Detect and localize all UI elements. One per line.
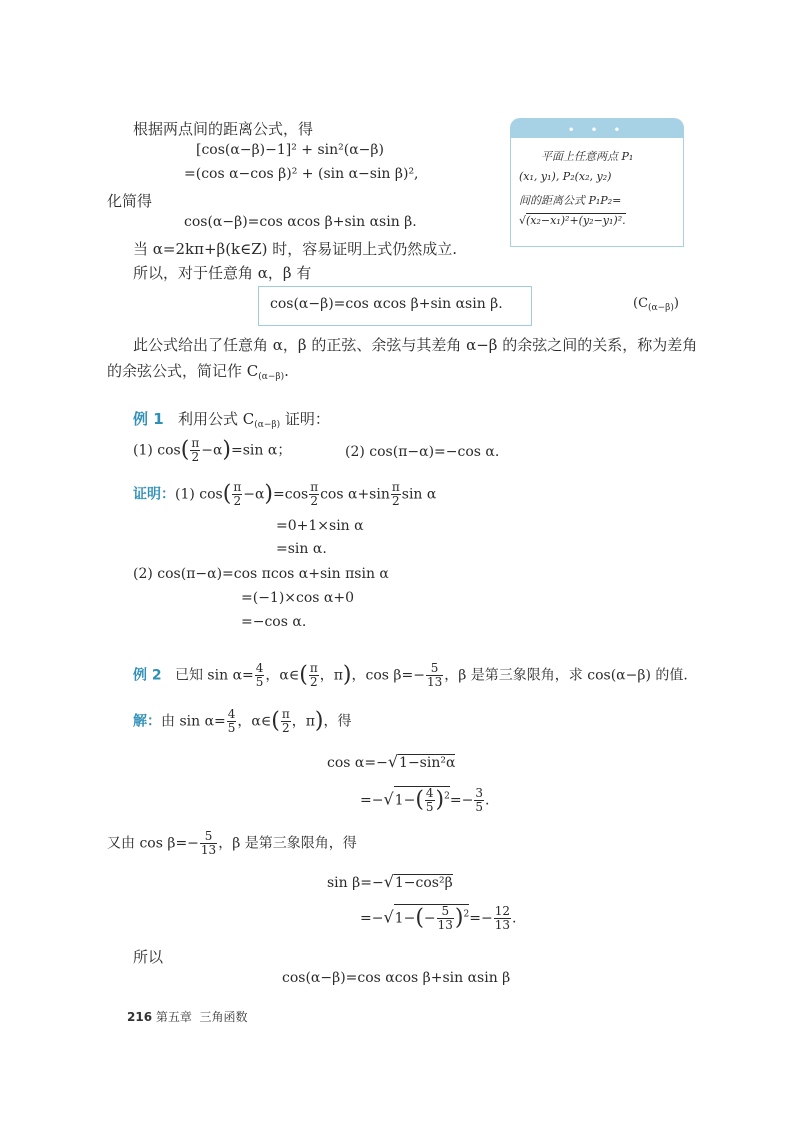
chapter-title: 三角函数 — [199, 1010, 248, 1024]
ex2-text-4: ，cos β=− — [351, 667, 425, 684]
cos-beta-frac-num: 5 — [200, 830, 217, 844]
proof-1-frac-a-num: π — [233, 480, 242, 494]
sin-beta-2-frac — [437, 905, 454, 932]
cos-beta-text-2: ，β 是第三象限角，得 — [218, 835, 357, 852]
sin-beta-line-2 — [360, 904, 516, 932]
proof-1-cos: (1) cos — [175, 486, 223, 503]
example-1-question-1 — [133, 437, 291, 464]
proof-1-cos-sin: cos α+sin — [320, 486, 390, 503]
sin-beta-sqrt: 1−cos²β — [394, 875, 453, 891]
cos-alpha-2-frac-den: 5 — [425, 800, 434, 814]
cos-beta-frac-den: 13 — [200, 843, 217, 857]
body-line-7: 所以，对于任意角 α，β 有 — [133, 264, 312, 282]
cos-alpha-2-frac — [425, 787, 435, 814]
q1-frac-num: π — [191, 436, 200, 450]
sol-frac-2 — [281, 708, 291, 735]
body-line-6: 当 α=2kπ+β(k∈Z) 时，容易证明上式仍然成立. — [133, 240, 458, 258]
note-sqrt-expr: (x₂−x₁)²+(y₂−y₁)². — [526, 214, 626, 227]
ex2-text-2: ，α∈ — [265, 667, 300, 684]
body-line-5: cos(α−β)=cos αcos β+sin αsin β. — [184, 214, 417, 230]
example-1-text: 利用公式 C — [177, 410, 255, 428]
proof-1-paren-open: ( — [222, 481, 232, 507]
ex2-frac-2-num: π — [309, 661, 318, 675]
sin-beta-2-frac-num: 5 — [437, 905, 454, 919]
q1-minus-alpha: −α — [201, 442, 223, 459]
ex2-frac-3-den: 13 — [426, 675, 443, 689]
ex2-paren-close: ) — [342, 662, 352, 688]
sol-paren-open: ( — [271, 708, 280, 734]
ex2-frac-1 — [255, 662, 265, 689]
formula-tag-open: (C — [633, 296, 649, 311]
sol-frac-1 — [227, 708, 237, 735]
sin-beta-2-result — [494, 905, 511, 932]
proof-line-2: =0+1×sin α — [276, 518, 364, 534]
note-line-1: 平面上任意两点 P₁ — [541, 150, 634, 163]
example-1-question-2: (2) cos(π−α)=−cos α. — [345, 444, 500, 460]
example-2-heading — [133, 662, 688, 689]
ex2-frac-1-num: 4 — [255, 661, 264, 675]
paragraph-line-2-text: 的余弦公式，简记作 C — [107, 362, 259, 380]
proof-1-frac-b — [309, 481, 319, 508]
sol-frac-1-num: 4 — [227, 707, 236, 721]
formula-tag — [633, 296, 679, 313]
example-1-heading — [133, 408, 330, 430]
cos-alpha-2-result — [474, 787, 484, 814]
sin-beta-2-sqrt-sign: √ — [383, 907, 394, 927]
sin-beta-2-end: . — [512, 910, 517, 927]
sol-text-1: 由 sin α= — [161, 713, 226, 730]
sin-beta-2-paren-open: ( — [415, 905, 424, 931]
cos-alpha-2-eq: =− — [360, 792, 384, 809]
proof-line-6: =−cos α. — [241, 614, 307, 630]
q1-fraction — [190, 437, 200, 464]
cos-alpha-2-end: . — [484, 792, 490, 809]
sin-beta-2-result-num: 12 — [494, 904, 510, 918]
proof-line-1 — [133, 481, 436, 508]
proof-1-frac-c-den: 2 — [392, 494, 400, 508]
proof-label: 证明： — [133, 486, 175, 503]
cos-alpha-sqrt-sign: √ — [387, 752, 399, 771]
final-formula: cos(α−β)=cos αcos β+sin αsin β — [282, 970, 511, 986]
sin-beta-2-eq2: =− — [469, 910, 493, 927]
sin-beta-2-frac-den: 13 — [437, 918, 453, 932]
proof-1-frac-b-den: 2 — [310, 494, 318, 508]
cos-alpha-2-result-den: 5 — [475, 800, 483, 814]
ex2-paren-open: ( — [299, 662, 308, 688]
cos-alpha-2-one-minus: 1− — [394, 792, 416, 809]
q1-paren-close: ) — [222, 437, 232, 463]
sin-beta-2-paren-close: ) — [454, 905, 464, 931]
cos-alpha-2-sqrt — [394, 786, 450, 814]
paragraph-line-2-end: . — [284, 362, 289, 380]
sin-beta-line-1 — [327, 872, 453, 891]
proof-line-4: (2) cos(π−α)=cos πcos α+sin πsin α — [133, 566, 389, 582]
formula-tag-sub: (α−β) — [648, 303, 674, 313]
ex2-frac-1-den: 5 — [255, 675, 264, 689]
side-note-body — [510, 138, 684, 247]
proof-1-frac-a-den: 2 — [233, 494, 242, 508]
side-note — [510, 118, 684, 248]
cos-beta-intro — [107, 830, 357, 857]
proof-1-frac-c — [391, 481, 401, 508]
sol-text-3: ，π — [291, 713, 315, 730]
ex2-text-1: 已知 sin α= — [174, 667, 254, 684]
sol-text-4: ，得 — [323, 713, 352, 730]
sin-beta-2-result-den: 13 — [494, 918, 510, 932]
proof-1-sin-alpha: sin α — [401, 486, 437, 503]
example-1-label: 例 1 — [133, 410, 164, 428]
sin-beta-2-eq: =− — [360, 910, 384, 927]
cos-alpha-2-sqrt-sign: √ — [383, 789, 394, 809]
cos-alpha-2-paren-close: ) — [435, 787, 445, 813]
paragraph-line-2-sub: (α−β) — [258, 372, 285, 382]
proof-1-frac-a — [232, 481, 242, 508]
cos-alpha-sqrt: 1−sin²α — [399, 755, 456, 771]
cos-beta-frac — [200, 830, 217, 857]
sol-paren-close: ) — [314, 708, 324, 734]
q1-frac-den: 2 — [191, 450, 200, 464]
sin-beta-sqrt-sign: √ — [383, 872, 394, 891]
proof-1-minus-alpha: −α — [243, 486, 265, 503]
chapter-number: 第五章 — [155, 1010, 192, 1024]
proof-1-paren-close: ) — [264, 481, 274, 507]
ex2-frac-3-num: 5 — [426, 662, 443, 676]
page-footer — [127, 1008, 248, 1025]
therefore-line: 所以 — [133, 948, 164, 966]
ex2-text-5: ，β 是第三象限角，求 cos(α−β) 的值. — [444, 667, 688, 684]
sin-beta-2-square: 2 — [463, 909, 470, 920]
formula-tag-close: ) — [673, 296, 679, 311]
cos-alpha-eq: cos α=− — [327, 755, 388, 771]
cos-alpha-2-square: 2 — [444, 791, 450, 802]
proof-1-frac-c-num: π — [391, 480, 400, 494]
ex2-frac-2-den: 2 — [309, 675, 318, 689]
proof-1-frac-b-num: π — [310, 480, 319, 494]
sin-beta-eq: sin β=− — [327, 875, 384, 891]
cos-alpha-2-frac-num: 4 — [425, 786, 434, 800]
q1-paren-open: ( — [180, 437, 190, 463]
cos-alpha-2-result-num: 3 — [475, 786, 483, 800]
proof-line-3: =sin α. — [276, 541, 327, 557]
proof-line-5: =(−1)×cos α+0 — [241, 590, 355, 606]
sol-frac-2-num: π — [281, 707, 290, 721]
example-2-label: 例 2 — [133, 667, 162, 684]
ex2-frac-3 — [426, 662, 443, 689]
cos-beta-text-1: 又由 cos β=− — [107, 835, 199, 852]
body-line-2: [cos(α−β)−1]² + sin²(α−β) — [196, 142, 384, 158]
body-line-3: =(cos α−cos β)² + (sin α−sin β)², — [184, 166, 419, 182]
boxed-formula: cos(α−β)=cos αcos β+sin αsin β. — [270, 296, 503, 312]
sin-beta-2-sqrt: 1−(− $\frac{5}{13}$ )$^2$ — [394, 904, 470, 932]
page-number: 216 — [127, 1010, 153, 1024]
q1-cos: (1) cos — [133, 442, 181, 459]
note-line-2: (x₁, y₁), P₂(x₂, y₂) — [519, 170, 612, 183]
sol-frac-2-den: 2 — [281, 721, 290, 735]
solution-line-1 — [133, 708, 352, 735]
sol-text-2: ，α∈ — [237, 713, 272, 730]
paragraph-line-1: 此公式给出了任意角 α，β 的正弦、余弦与其差角 α−β 的余弦之间的关系，称为差角 — [133, 336, 698, 354]
q1-equals: =sin α； — [231, 442, 292, 459]
sol-frac-1-den: 5 — [227, 721, 236, 735]
example-1-sub: (α−β) — [254, 420, 281, 430]
side-note-dots: • • • — [567, 123, 627, 137]
note-line-4 — [519, 214, 626, 227]
ex2-frac-2 — [309, 662, 319, 689]
ex2-text-3: ，π — [319, 667, 343, 684]
example-1-text-end: 证明： — [280, 410, 330, 428]
note-line-3: 间的距离公式 P₁P₂= — [519, 194, 622, 207]
body-line-4: 化简得 — [107, 192, 153, 210]
body-line-1: 根据两点间的距离公式，得 — [133, 120, 314, 138]
proof-1-eq-cos: =cos — [273, 486, 309, 503]
cos-alpha-line-1 — [327, 752, 455, 771]
sin-beta-2-one-minus: 1− — [394, 910, 416, 927]
cos-alpha-2-eq2: =− — [449, 792, 474, 809]
solution-label: 解： — [133, 713, 161, 730]
note-sqrt-sign: √ — [519, 214, 527, 227]
cos-alpha-2-paren-open: ( — [415, 787, 424, 813]
paragraph-line-2 — [107, 360, 289, 382]
cos-alpha-line-2 — [360, 786, 489, 814]
